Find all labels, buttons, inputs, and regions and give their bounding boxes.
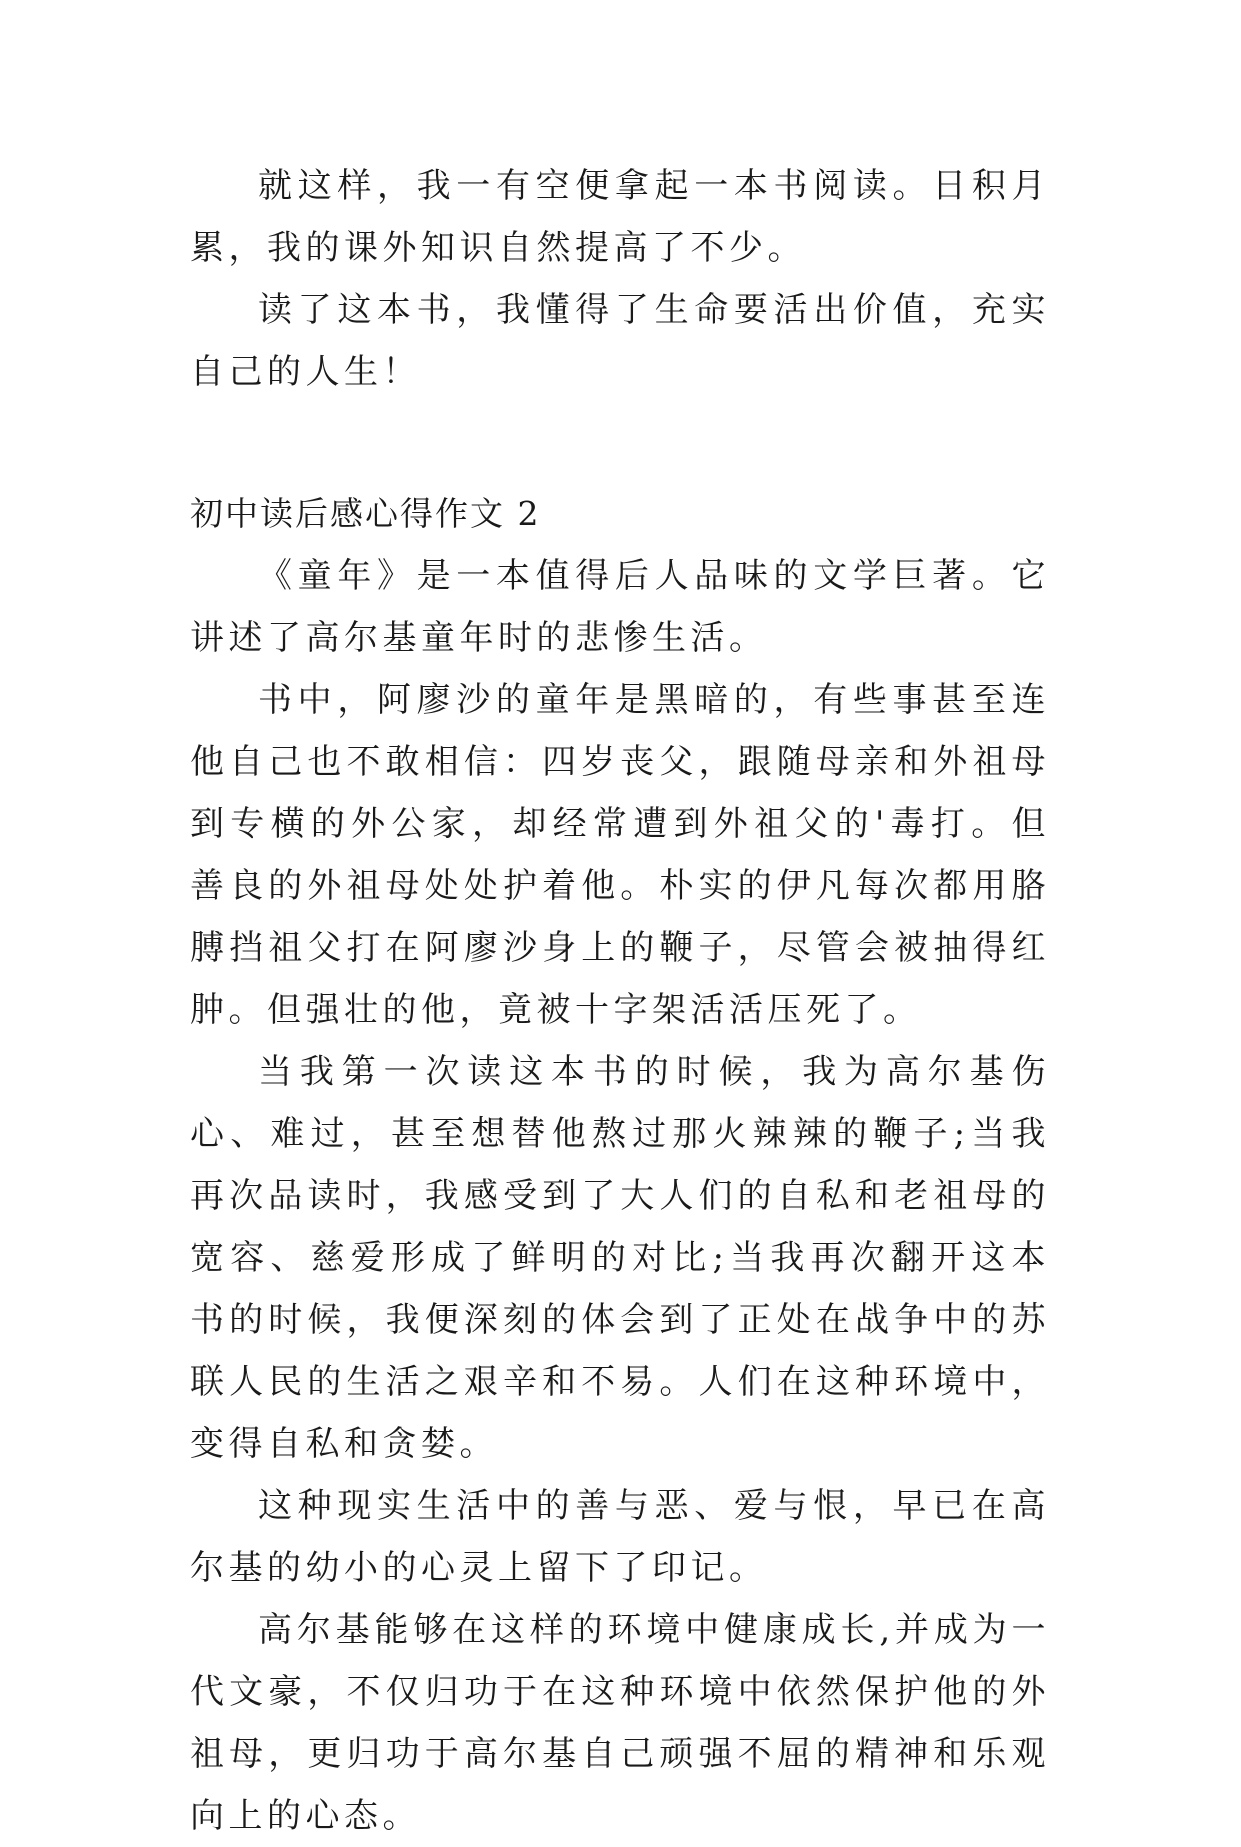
paragraph: 这种现实生活中的善与恶、爱与恨，早已在高尔基的幼小的心灵上留下了印记。: [190, 1486, 1050, 1588]
paragraph: 《童年》是一本值得后人品味的文学巨著。它讲述了高尔基童年时的悲惨生活。: [190, 556, 1050, 658]
document-body: [190, 155, 1050, 1847]
paragraph: 高尔基能够在这样的环境中健康成长,并成为一代文豪，不仅归功于在这种环境中依然保护他的外祖母，更归功于高尔基自己顽强不屈的精神和乐观向上的心态。: [190, 1610, 1050, 1836]
paragraph: 读了这本书，我懂得了生命要活出价值，充实自己的人生！: [190, 290, 1050, 392]
paragraph: 当我第一次读这本书的时候，我为高尔基伤心、难过，甚至想替他熬过那火辣辣的鞭子;当我再次品读时，我感受到了大人们的自私和老祖母的宽容、慈爱形成了鲜明的对比;当我再次翻开这本书的时候，我便深刻的体会到了正处在战争中的苏联人民的生活之艰辛和不易。人们在这种环境中，变得自私和贪婪。: [190, 1052, 1050, 1464]
section-title: 初中读后感心得作文 2: [190, 494, 541, 533]
paragraph: 就这样，我一有空便拿起一本书阅读。日积月累，我的课外知识自然提高了不少。: [190, 166, 1050, 268]
paragraph: 书中，阿廖沙的童年是黑暗的，有些事甚至连他自己也不敢相信：四岁丧父，跟随母亲和外祖母到专横的外公家，却经常遭到外祖父的'毒打。但善良的外祖母处处护着他。朴实的伊凡每次都用胳膊挡祖父打在阿廖沙身上的鞭子，尽管会被抽得红肿。但强壮的他，竟被十字架活活压死了。: [190, 680, 1050, 1030]
